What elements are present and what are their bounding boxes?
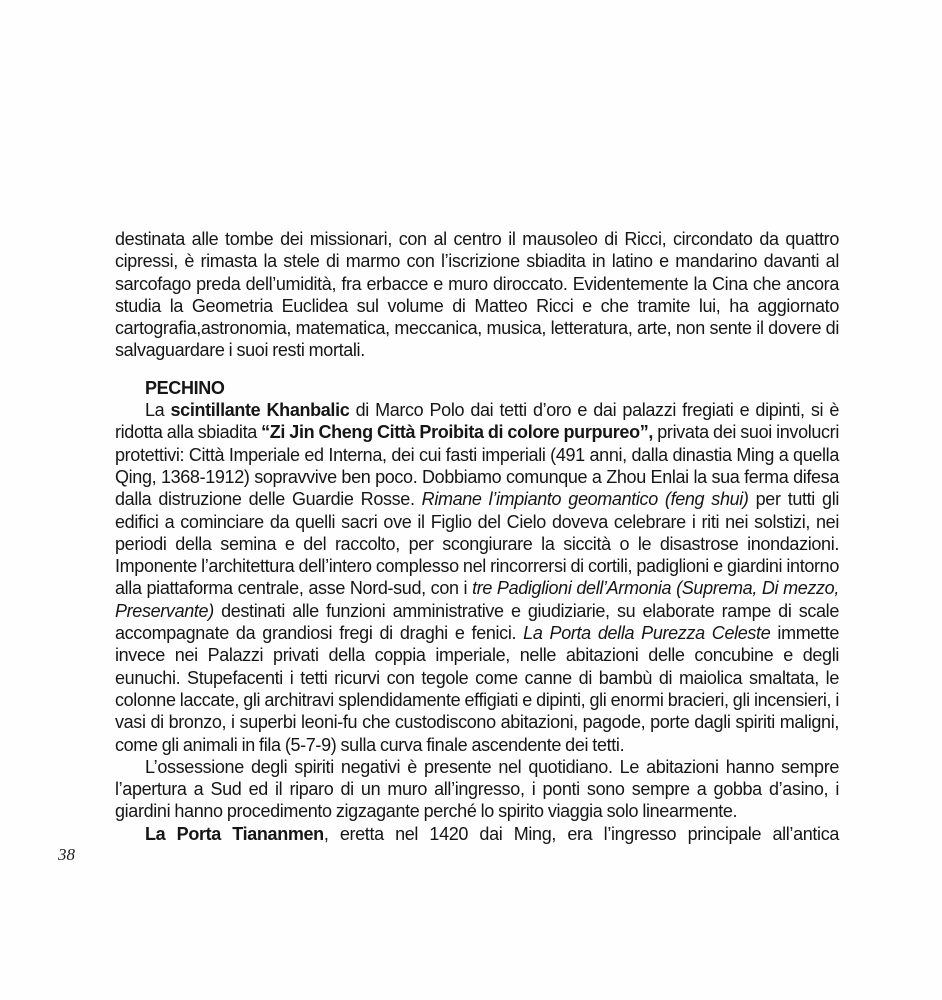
text-run: per tutti gli edifici a cominciare da quelli sacri ove il Figlio del Cielo doveva celebrare i riti nei solstizi, nei periodi della semina e del raccolto, per scongiurare la siccità o le disastrose inondazioni. Imponente l’architettura dell’intero complesso nel rincorrersi di cortili, padiglioni e giardini intorno alla piattaforma centrale, asse Nord-sud, con i <box>115 489 839 599</box>
text-run: , eretta nel 1420 dai Ming, era l’ingresso principale all’antica <box>323 823 840 844</box>
text-run: PECHINO <box>145 377 225 398</box>
text-run: Rimane l’impianto geomantico (feng shui) <box>421 489 749 510</box>
paragraph <box>115 756 839 823</box>
text-run: La Porta Tiananmen <box>145 823 324 844</box>
text-run: destinati alle funzioni amministrative e giudiziarie, su elaborate rampe di scale accompagnate da grandiosi fregi di draghi e fenici. <box>115 600 839 644</box>
text-run: scintillante Khanbalic <box>170 400 350 421</box>
text-run: “Zi Jin Cheng Città Proibita di colore purpureo”, <box>261 422 654 443</box>
paragraph <box>115 823 839 845</box>
text-run: di Marco Polo dai tetti d’oro e dai palazzi fregiati e dipinti, si è ridotta alla sbiadita <box>115 400 839 443</box>
section-heading <box>115 377 839 399</box>
text-run: immette invece nei Palazzi privati della coppia imperiale, nelle abitazioni delle concubine e degli eunuchi. Stupefacenti i tetti ricurvi con tegole come canne di bambù di maiolica smaltata, le colonne laccate, gli architravi splendidamente effigiati e dipinti, gli enormi bracieri, gli incensieri, i vasi di bronzo, i superbi leoni-fu che custodiscono abitazioni, pagode, porte dagli spiriti maligni, come gli animali in fila (5-7-9) sulla curva finale ascendente dei tetti. <box>115 623 839 755</box>
text-run: tre Padiglioni dell’Armonia (Suprema, Di mezzo, Preservante) <box>115 578 839 621</box>
text-run: La Porta della Purezza Celeste <box>523 623 771 644</box>
text-run: destinata alle tombe dei missionari, con al centro il mausoleo di Ricci, circondato da quattro cipressi, è rimasta la stele di marmo con l’iscrizione sbiadita in latino e mandarino davanti al sarcofago preda dell’umidità, fra erbacce e muro diroccato. Evidentemente la Cina che ancora studia la Geometria Euclidea sul volume di Matteo Ricci e che tramite lui, ha aggiornato cartografia,astronomia, matematica, meccanica, musica, letteratura, arte, non sente il dovere di salvaguardare i suoi resti mortali. <box>115 229 839 361</box>
text-run: privata dei suoi involucri protettivi: Città Imperiale ed Interna, dei cui fasti imperiali (491 anni, dalla dinastia Ming a quella Qing, 1368-1912) sopravvive ben poco. Dobbiamo comunque a Zhou Enlai la sua ferma difesa dalla distruzione delle Guardie Rosse. <box>115 422 839 510</box>
page-number: 38 <box>58 845 75 864</box>
text-run: La <box>145 400 171 421</box>
paragraph <box>115 399 839 756</box>
text-run: L’ossessione degli spiriti negativi è presente nel quotidiano. Le abitazioni hanno sempre l’apertura a Sud ed il riparo di un muro all’ingresso, i ponti sono sempre a gobba d’asino, i giardini hanno procedimento zigzagante perché lo spirito viaggia solo linearmente. <box>115 756 839 822</box>
text-block <box>115 228 839 845</box>
paragraph <box>115 228 839 362</box>
